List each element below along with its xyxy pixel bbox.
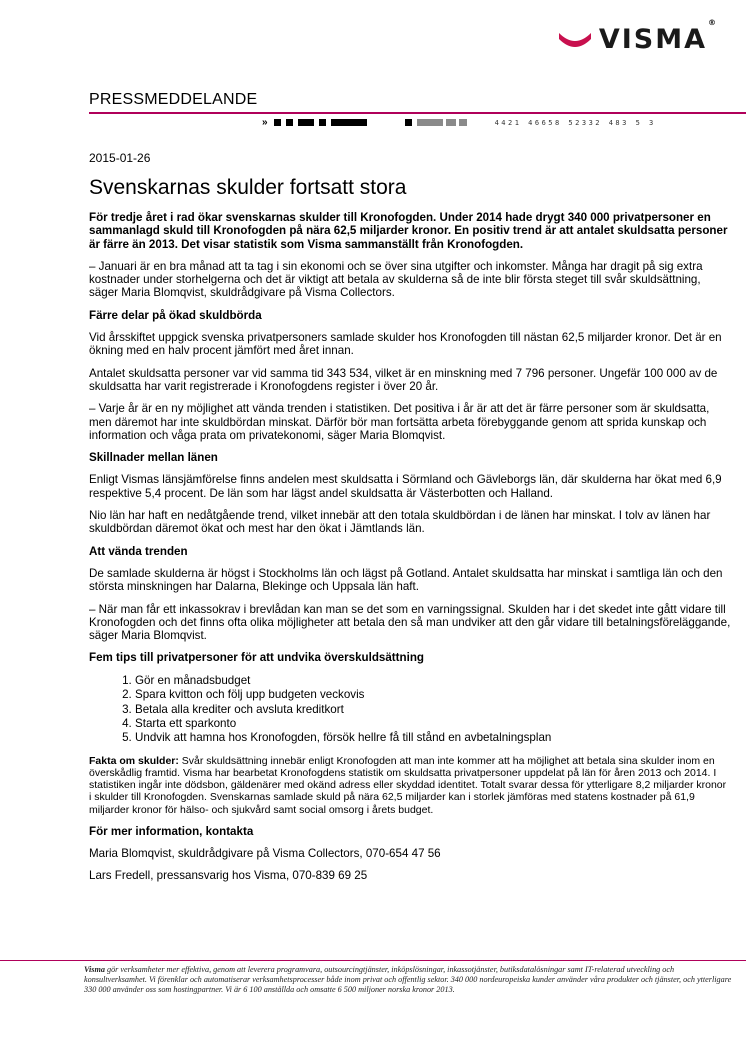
visma-swoosh-icon (557, 29, 593, 51)
logo-wordmark: VISMA® (598, 18, 718, 55)
paragraph: – Varje år är en ny möjlighet att vända trenden i statistiken. Det positiva i år är att det är färre personer som är skuldsatta, men däremot har inte skuldbördan minskat. Därför bör man fortsätta arbeta förebyggande genom att sprida kunskap och information och våga prata om privatekonomi, säger Maria Blomqvist. (89, 402, 710, 442)
list-item: 4. Starta ett sparkonto (135, 717, 731, 731)
paragraph: Nio län har haft en nedåtgående trend, vilket innebär att den totala skuldbördan i de länen har minskat. I tolv av länen har skuldbördan däremot ökat och mest har den ökat i Jämtlands län. (89, 509, 711, 536)
section-heading: Skillnader mellan länen (89, 451, 218, 465)
facts-label: Fakta om skulder: (89, 754, 179, 767)
contact-line: Maria Blomqvist, skuldrådgivare på Visma Collectors, 070-654 47 56 (89, 847, 441, 861)
press-release-label: PRESSMEDDELANDE (89, 91, 258, 108)
visma-logo (557, 18, 718, 55)
footer-rule (0, 960, 746, 961)
paragraph: – När man får ett inkassokrav i brevlådan kan man se det som en varningssignal. Skulden har i det skedet inte gått vidare till Kronofogden och det finns ofta olika möjligheter att betala den så man undviker att den går vidare till betalningsföreläggande, säger Maria Blomqvist. (89, 602, 731, 643)
article-body (89, 211, 731, 892)
barcode-digits: 4421 46658 52332 483 5 3 (494, 118, 656, 127)
contact-heading: För mer information, kontakta (89, 824, 254, 838)
article-title: Svenskarnas skulder fortsatt stora (89, 176, 407, 199)
paragraph: Antalet skuldsatta personer var vid samma tid 343 534, vilket är en minskning med 7 796 personer. Ungefär 100 000 av de skuldsatta har varit registrerade i Kronofogdens register i över 20 år. (89, 366, 718, 393)
facts-text: Svår skuldsättning innebär enligt Kronofogden att man inte kommer att ha möjlighet att betala sina skulder inom en överskådlig framtid. Visma har bearbetat Kronofogdens statistik om skuldsatta privatpersoner uppdelat på län för åren 2013 och 2014. I statistiken ingår inte dödsbon, gäldenärer med okänd adress eller skyddad identitet. Totalt svarar dessa för ytterligare 8,2 miljarder kronor i skulder till Kronofogden. Svenskarnas samlade skuld på nära 62,5 miljarder kan i storlek jämföras med statens kostnader på 61,9 miljarder kronor för hälso- och sjukvård samt social omsorg i årets budget. (89, 754, 727, 816)
double-chevron-icon: » (262, 117, 268, 128)
list-item: 3. Betala alla krediter och avsluta kreditkort (135, 703, 731, 717)
paragraph: Vid årsskiftet uppgick svenska privatpersoners samlade skulder hos Kronofogden till nästan 62,5 miljarder kronor. Det är en ökning med en halv procent jämfört med året innan. (89, 331, 722, 358)
list-item: 1. Gör en månadsbudget (135, 674, 731, 688)
contact-line: Lars Fredell, pressansvarig hos Visma, 070-839 69 25 (89, 869, 368, 883)
footer-description: gör verksamheter mer effektiva, genom att leverera programvara, outsourcingtjänster, inköpslösningar, inkassotjänster, butiksdatalösningar samt IT-relaterad utveckling och konsultverksamhet. Vi förenklar och automatiserar verksamhetsprocesser både inom privat och offentlig sektor. 340 000 nordeuropeiska kunder använder våra produkter och tjänster, och ytterligare 330 000 använder oss som hostingpartner. Vi är 6 100 anställda och omsatte 6 500 miljoner norska kronor 2013. (84, 965, 732, 994)
paragraph: – Januari är en bra månad att ta tag i sin ekonomi och se över sina utgifter och inkomster. Många har dragit på sig extra kostnader under storhelgerna och det är viktigt att betala av skulderna så de inte blir första steget till svår skuldsättning, säger Maria Blomqvist, skuldrådgivare på Visma Collectors. (89, 259, 703, 300)
footer-brand: Visma (84, 965, 105, 974)
facts-paragraph (89, 755, 731, 816)
header-rule (89, 112, 746, 114)
tips-heading: Fem tips till privatpersoner för att undvika överskuldsättning (89, 651, 424, 665)
paragraph: De samlade skulderna är högst i Stockholms län och lägst på Gotland. Antalet skuldsatta har minskat i samtliga län och den största minskningen har Dalarna, Blekinge och Uppsala län haft. (89, 566, 723, 594)
release-date: 2015-01-26 (89, 151, 151, 165)
tips-list (89, 674, 731, 746)
list-item: 5. Undvik att hamna hos Kronofogden, försök hellre få till stånd en avbetalningsplan (135, 731, 731, 745)
header-barcode (262, 118, 656, 127)
section-heading: Färre delar på ökad skuldbörda (89, 308, 262, 322)
section-heading: Att vända trenden (89, 544, 188, 558)
list-item: 2. Spara kvitton och följ upp budgeten veckovis (135, 688, 731, 702)
paragraph: Enligt Vismas länsjämförelse finns andelen mest skuldsatta i Sörmland och Gävleborgs län, där skulderna har ökat med 6,9 respektive 5,4 procent. De län som har lägst andel skuldsatta är Västerbotten och Halland. (89, 473, 722, 500)
footer-text (84, 965, 734, 995)
lead-paragraph: För tredje året i rad ökar svenskarnas skulder till Kronofogden. Under 2014 hade drygt 340 000 privatpersoner en sammanlagd skuld till Kronofogden på nära 62,5 miljarder kronor. En positiv trend är att antalet skuldsatta personer är färre än 2013. Det visar statistik som Visma sammanställt från Kronofogden. (89, 211, 728, 251)
